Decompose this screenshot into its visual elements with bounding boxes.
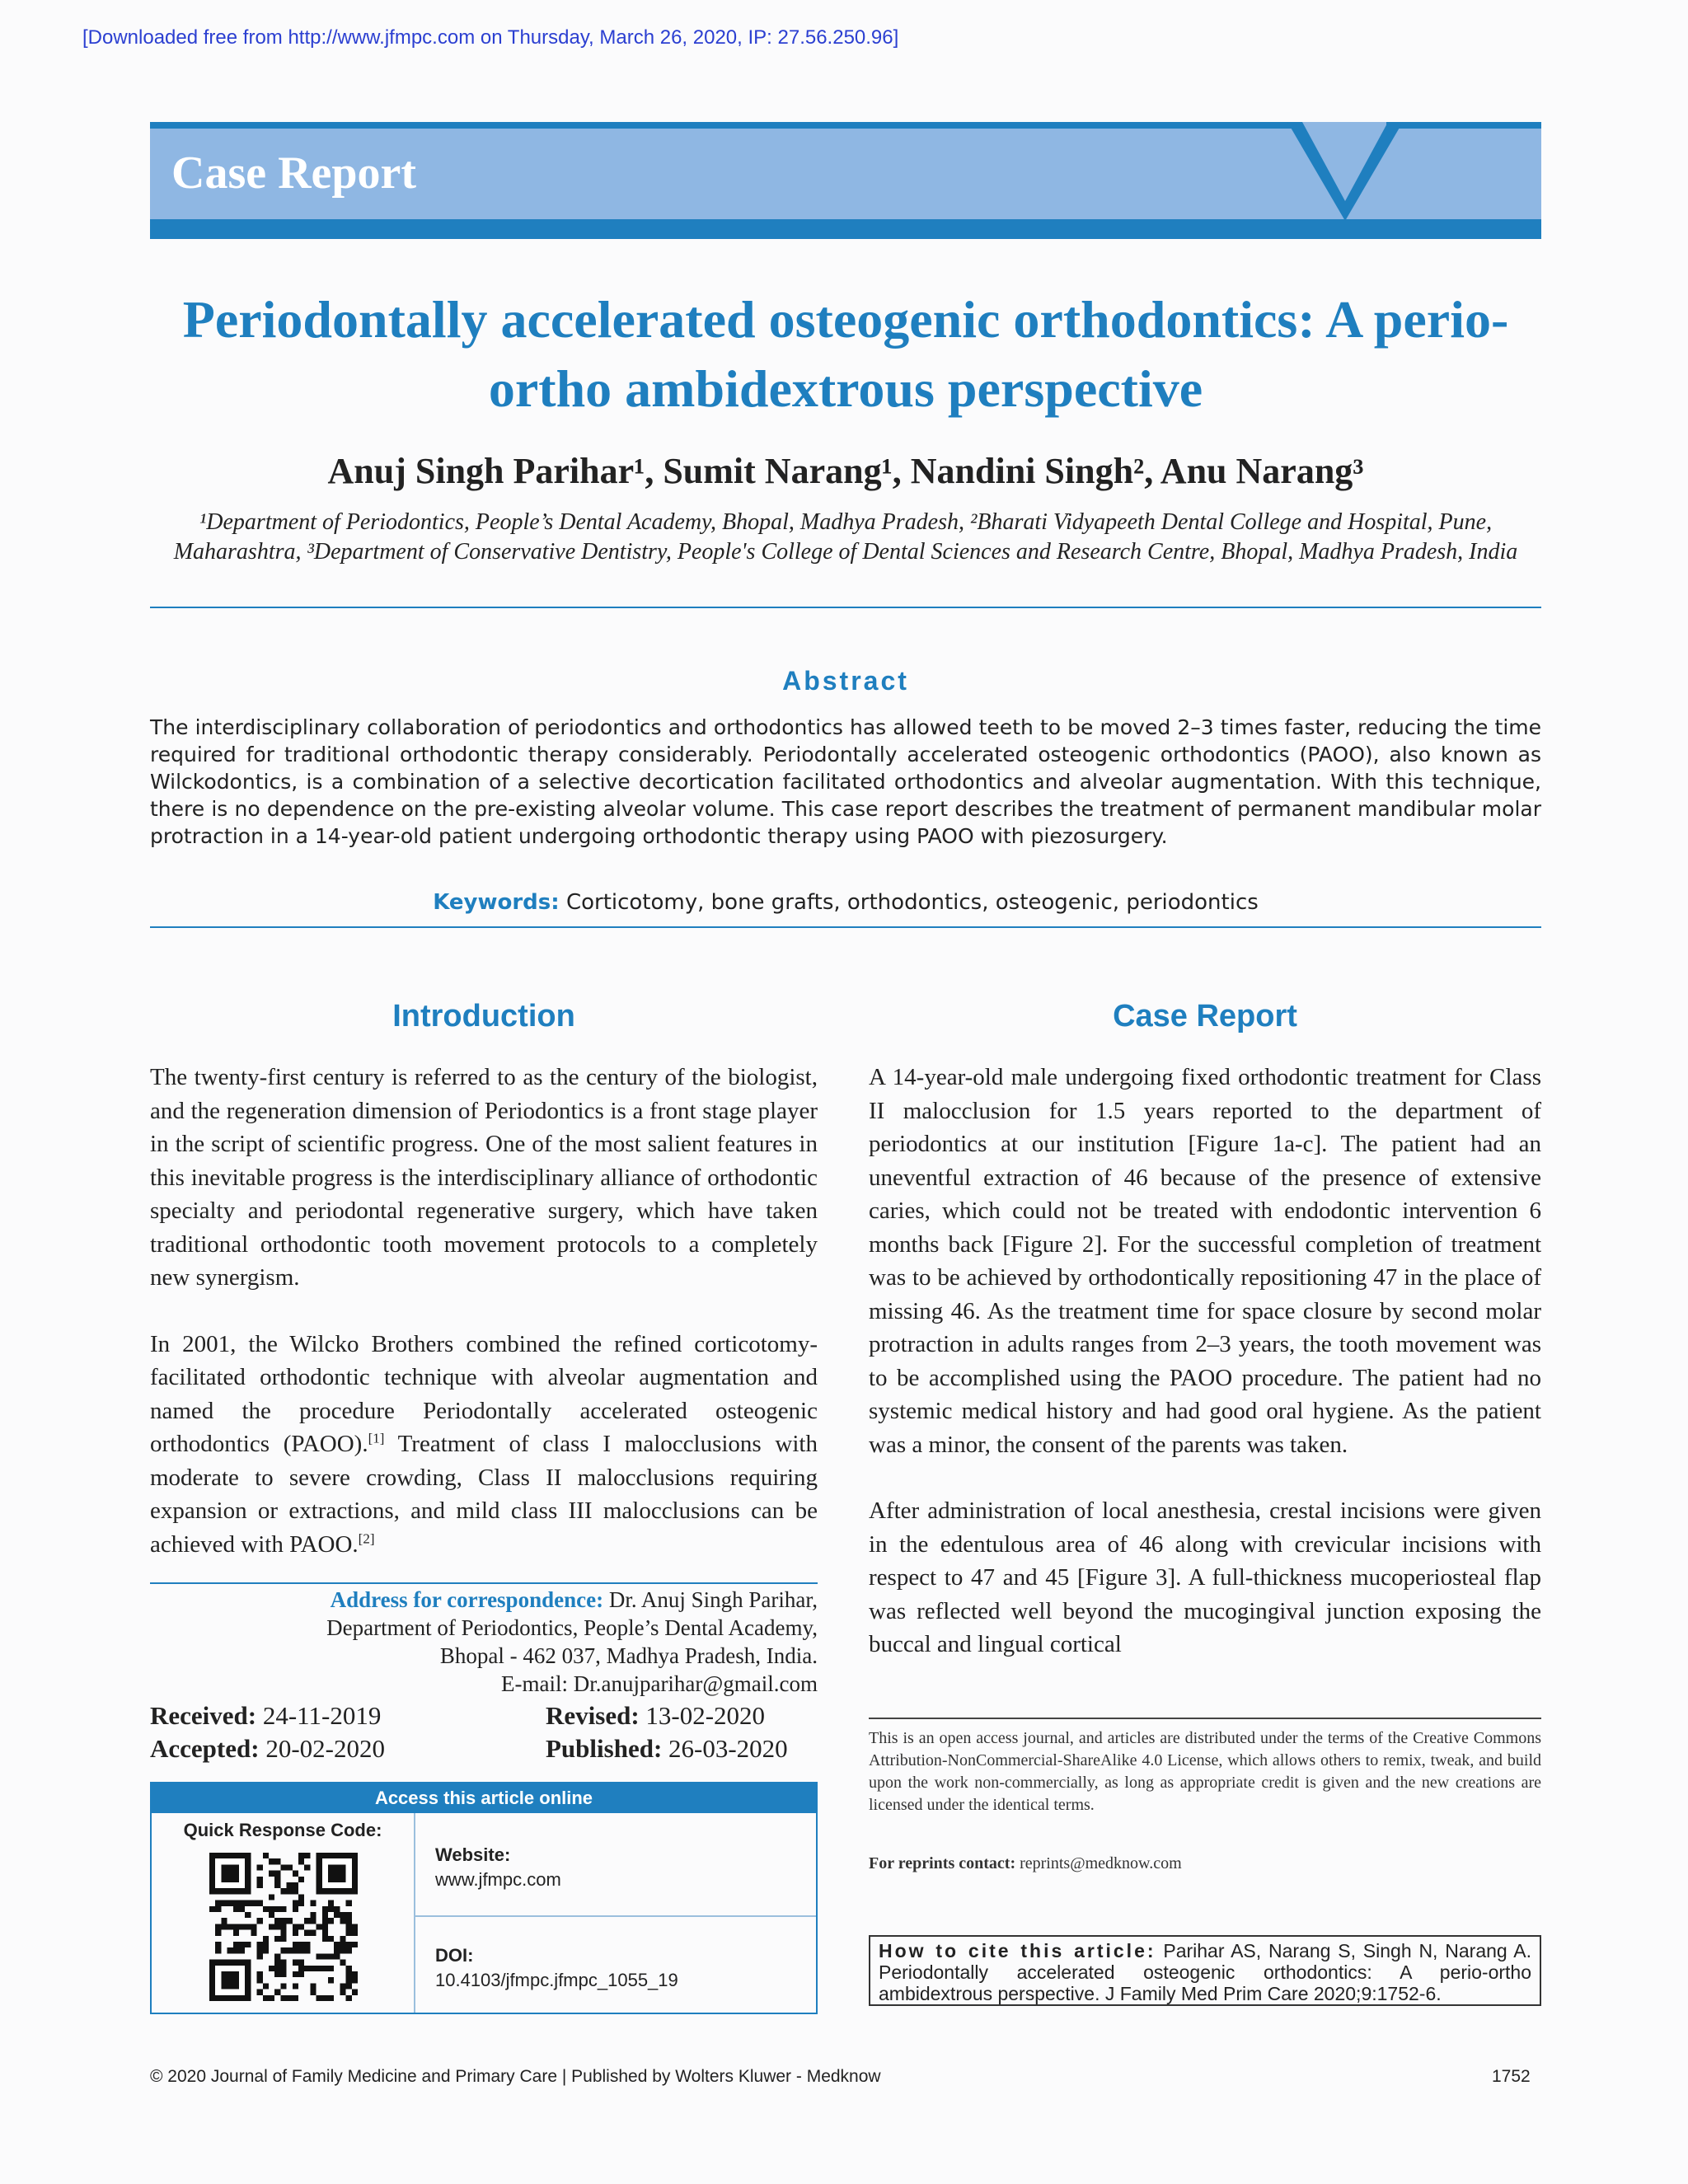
divider [869,1718,1541,1719]
keywords-label: Keywords: [433,890,560,915]
qr-code-icon[interactable] [209,1853,358,2001]
website-label: Website: [435,1844,511,1865]
paragraph: The twenty-first century is referred to as the century of the biologist, and the regeneration dimension of Periodontics is a front stage player in the script of scientific progress. One of the most salient features in this inevitable progress is the interdisciplinary alliance of orthodontic specialty and periodontal regenerative surgery, which have taken traditional orthodontic tooth movement protocols to a completely new synergism. [150,1064,818,1291]
date-value: 13-02-2020 [639,1701,766,1730]
correspondence-line: Department of Periodontics, People’s Dental Academy, [326,1615,818,1640]
box-divider [415,1915,816,1917]
citation-box [869,1935,1541,2006]
section-banner [150,122,1541,239]
banner-topline-right [1386,122,1541,129]
received-date [150,1701,381,1731]
introduction-body [150,1061,818,1594]
paragraph: A 14-year-old male undergoing fixed orthodontic treatment for Class II malocclusion for 1.5 years reported to the department of periodontics at our institution [Figure 1a-c]. The patient had an uneventful extraction of 46 because of the presence of extensive caries, which could not be treated with endodontic intervention 6 months back [Figure 2]. For the successful completion of treatment was to be achieved by orthodontically repositioning 47 in the place of missing 46. As the treatment time for space closure by second molar protraction in adults ranges from 2–3 years, the tooth movement was to be accomplished using the PAOO procedure. The patient had no systemic medical history and had good oral hygiene. As the patient was a minor, the consent of the parents was taken. [869,1064,1541,1458]
correspondence-name: Dr. Anuj Singh Parihar, [603,1587,818,1612]
citation-text: Parihar AS, Narang S, Singh N, Narang A. Periodontally accelerated osteogenic orthodontics: A perio-ortho ambidextrous perspective. J Family Med Prim Care 2020;9:1752-6. [879,1940,1531,2004]
divider [150,1582,818,1584]
revised-date [546,1701,765,1731]
paragraph: After administration of local anesthesia, crestal incisions were given in the edentulous area of 46 along with crevicular incisions with respect to 47 and 45 [Figure 3]. A full-thickness mucoperiosteal flap was reflected well beyond the mucogingival junction exposing the buccal and lingual cortical [869,1497,1541,1657]
license-notice: This is an open access journal, and articles are distributed under the terms of the Creative Commons Attribution-NonCommercial-ShareAlike 4.0 License, which allows others to remix, tweak, and build upon the work non-commercially, as long as appropriate credit is given and the new creations are licensed under the identical terms. [869,1729,1541,1814]
correspondence-block [150,1586,818,1698]
correspondence-line: Bhopal - 462 037, Madhya Pradesh, India. [439,1643,818,1668]
box-divider [414,1813,415,2013]
reprints-email[interactable]: reprints@medknow.com [1015,1854,1182,1872]
correspondence-email[interactable]: E-mail: Dr.anujparihar@gmail.com [501,1671,818,1696]
divider [150,607,1541,608]
date-label: Revised: [546,1701,640,1730]
article-title: Periodontally accelerated osteogenic orthodontics: A perio-ortho ambidextrous perspective [182,290,1509,418]
reprints-label: For reprints contact: [869,1854,1016,1872]
correspondence-label: Address for correspondence: [330,1587,604,1612]
date-value: 24-11-2019 [256,1701,382,1730]
abstract-text: The interdisciplinary collaboration of periodontics and orthodontics has allowed teeth to be moved 2–3 times faster, reducing the time required for traditional orthodontic therapy considerably. Periodontally accelerated osteogenic orthodontics (PAOO), also known as Wilckodontics, is a combination of a selective decortication facilitated orthodontics and alveolar augmentation. With this technique, there is no dependence on the pre-existing alveolar volume. This case report describes the treatment of permanent mandibular molar protraction in a 14-year-old patient undergoing orthodontic therapy using PAOO with piezosurgery. [150,715,1541,848]
case-report-body [869,1061,1541,1694]
date-label: Accepted: [150,1734,260,1763]
banner-strip [150,219,1541,239]
author-list: Anuj Singh Parihar¹, Sumit Narang¹, Nandini Singh², Anu Narang³ [327,451,1364,491]
date-label: Received: [150,1701,257,1730]
abstract-heading: Abstract [782,666,909,696]
divider [150,926,1541,928]
date-label: Published: [546,1734,663,1763]
case-report-heading: Case Report [1113,999,1297,1033]
download-note: [Downloaded free from http://www.jfmpc.com on Thursday, March 26, 2020, IP: 27.56.250.96] [82,26,899,49]
keywords-list: Corticotomy, bone grafts, orthodontics, osteogenic, periodontics [565,890,1259,915]
doi-link[interactable]: 10.4103/jfmpc.jfmpc_1055_19 [435,1970,678,1990]
author-affiliations: ¹Department of Periodontics, People’s Dental Academy, Bhopal, Madhya Pradesh, ²Bharati Vidyapeeth Dental College and Hospital, Pune, Maharashtra, ³Department of Conservative Dentistry, People's College of Dental Sciences and Research Centre, Bhopal, Madhya Pradesh, India [173,509,1518,565]
citation-label: How to cite this article: [879,1940,1156,1961]
doi-label: DOI: [435,1945,474,1966]
citation-ref[interactable]: [1] [368,1430,385,1446]
introduction-heading: Introduction [392,999,575,1033]
citation-ref[interactable]: [2] [358,1530,375,1546]
date-value: 20-02-2020 [259,1734,385,1763]
banner-topline [150,122,1296,129]
paragraph-text: In 2001, the Wilcko Brothers combined the refined corticotomy-facilitated orthodontic technique with alveolar augmentation and named the procedure Periodontally accelerated osteogenic orthodontics (PAOO). [150,1330,818,1457]
paragraph [150,1328,818,1562]
page-number: 1752 [1492,2067,1531,2086]
date-value: 26-03-2020 [662,1734,788,1763]
keywords [150,890,1541,915]
paragraph-text: Treatment of class I malocclusions with moderate to severe crowding, Class II malocclusions requiring expansion or extractions, and mild class III malocclusions can be achieved with PAOO. [150,1431,818,1558]
published-date [546,1734,788,1764]
accepted-date [150,1734,385,1764]
qr-label: Quick Response Code: [183,1820,382,1840]
reprints-contact [869,1854,1541,1873]
banner-title: Case Report [171,148,417,199]
access-article-box [150,1782,818,2014]
banner-chevron-icon [1287,122,1403,221]
website-link[interactable]: www.jfmpc.com [435,1869,561,1890]
access-box-header: Access this article online [152,1783,816,1813]
footer-copyright: © 2020 Journal of Family Medicine and Primary Care | Published by Wolters Kluwer - Medknow [150,2067,881,2086]
